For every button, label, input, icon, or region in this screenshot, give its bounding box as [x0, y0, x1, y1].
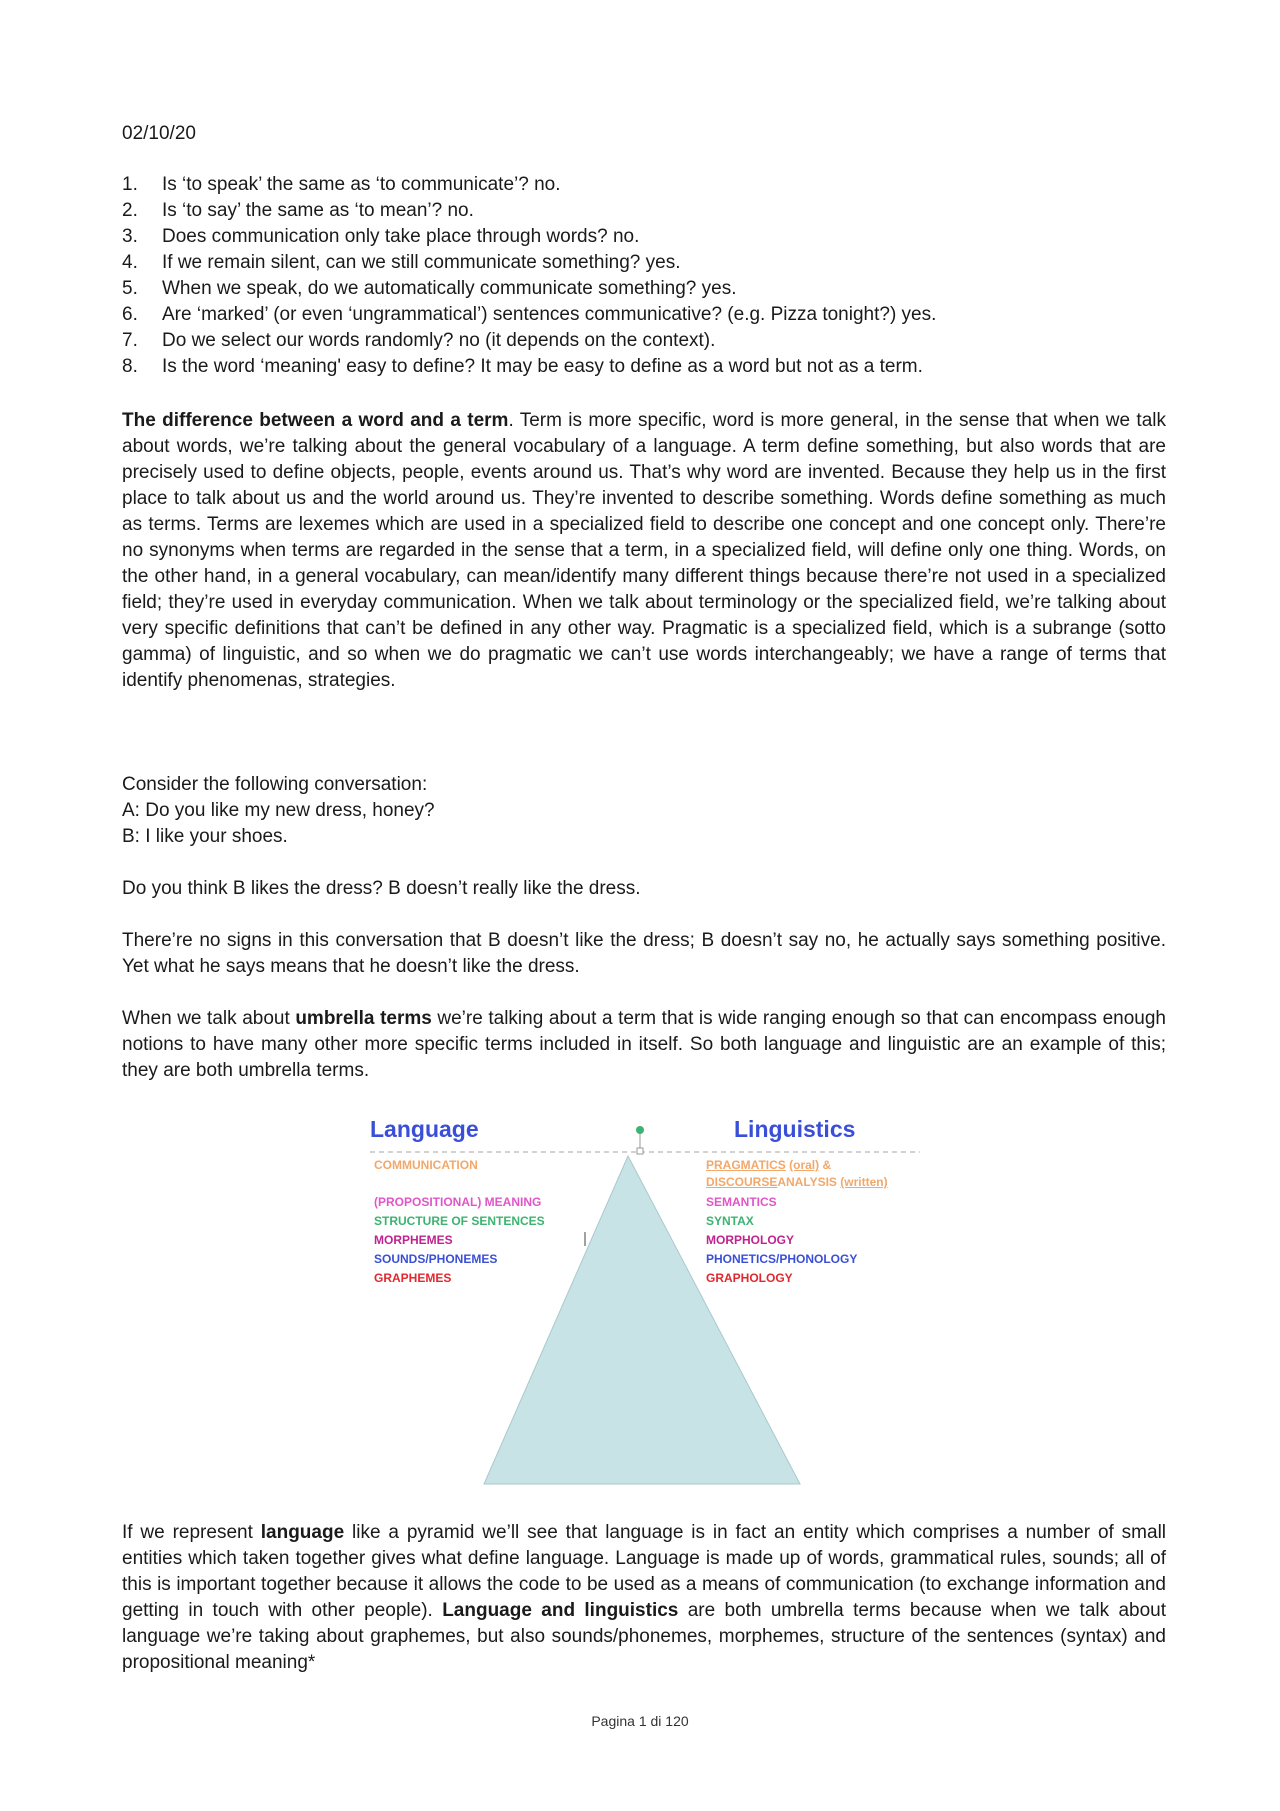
conversation-intro: Consider the following conversation: — [122, 774, 428, 795]
signs-paragraph: There’re no signs in this conversation that B doesn’t like the dress; B doesn’t say no, he actually says something positive. Yet what he says means that he doesn’t like the dress. — [122, 930, 1166, 977]
page-number: Pagina 1 di 120 — [591, 1713, 689, 1729]
label-syntax: SYNTAX — [706, 1214, 754, 1228]
list-item: 8. Is the word ‘meaning' easy to define? It may be easy to define as a word but not as a term. — [122, 356, 923, 377]
label-communication: COMMUNICATION — [374, 1158, 478, 1172]
figure-right-title: Linguistics — [734, 1116, 856, 1142]
date: 02/10/20 — [122, 123, 196, 144]
word-vs-term-paragraph: The difference between a word and a term. Term is more specific, word is more general, in the sense that when we talk about words, we’re talking about the general vocabulary of a language. A term define something, but also words that are precisely used to define objects, people, events around us. That’s why word are invented. Because they help us in the first place to talk about us and the world around us. They’re invented to describe something. Words define something as much as terms. Terms are lexemes which are used in a specialized field to describe one concept and one concept only. There’re no synonyms when terms are regarded in the sense that a term, in a specialized field, will define only one thing. Words, on the other hand, in a general vocabulary, can mean/identify many different things because there’re not used in a specialized field; they’re used in everyday communication. When we talk about terminology or the specialized field, we’re talking about very specific definitions that can’t be defined in any other way. Pragmatic is a specialized field, which is a subrange (sotto gamma) of linguistic, and so when we do pragmatic we can’t use words interchangeably; we have a range of terms that identify phenomenas, strategies. — [122, 410, 1166, 691]
question-list — [122, 172, 1166, 380]
list-item: 2. Is ‘to say’ the same as ‘to mean’? no. — [122, 200, 474, 221]
language-linguistics-pyramid — [370, 1112, 920, 1488]
label-semantics: SEMANTICS — [706, 1195, 777, 1209]
label-morphology: MORPHOLOGY — [706, 1233, 795, 1247]
pyramid-paragraph: If we represent language like a pyramid we’ll see that language is in fact an entity which comprises a number of small entities which taken together gives what define language. Language is made up of words, grammatical rules, sounds; all of this is important together because it allows the code to be used as a means of communication (to exchange information and getting in touch with other people). Language and linguistics are both umbrella terms because when we talk about language we’re taking about graphemes, but also sounds/phonemes, morphemes, structure of the sentences (syntax) and propositional meaning* — [122, 1522, 1167, 1673]
paragraph-heading: The difference between a word and a term — [122, 410, 509, 431]
list-item: 4. If we remain silent, can we still communicate something? yes. — [122, 252, 681, 273]
label-pragmatics-line: PRAGMATICS (oral) & — [706, 1158, 832, 1172]
list-item: 1. Is ‘to speak’ the same as ‘to communicate’? no. — [122, 174, 561, 195]
label-morphemes: MORPHEMES — [374, 1233, 453, 1247]
list-item: 6. Are ‘marked’ (or even ‘ungrammatical’) sentences communicative? (e.g. Pizza tonight?) yes. — [122, 304, 937, 325]
conversation — [122, 772, 1166, 850]
label-phonetics-phonology: PHONETICS/PHONOLOGY — [706, 1252, 858, 1266]
figure-left-title: Language — [370, 1116, 479, 1142]
list-item: 3. Does communication only take place through words? no. — [122, 226, 640, 247]
list-item: 5. When we speak, do we automatically communicate something? yes. — [122, 278, 737, 299]
conversation-line-a: A: Do you like my new dress, honey? — [122, 800, 435, 821]
label-discourse-line: DISCOURSEANALYSIS (written) — [706, 1175, 888, 1189]
list-item: 7. Do we select our words randomly? no (it depends on the context). — [122, 330, 716, 351]
umbrella-terms-paragraph: When we talk about umbrella terms we’re talking about a term that is wide ranging enough so that can encompass enough notions to have many other more specific terms included in itself. So both language and linguistic are an example of this; they are both umbrella terms. — [122, 1008, 1166, 1081]
label-propositional-meaning: (PROPOSITIONAL) MEANING — [374, 1195, 542, 1209]
label-graphology: GRAPHOLOGY — [706, 1271, 793, 1285]
label-graphemes: GRAPHEMES — [374, 1271, 452, 1285]
handle-square — [637, 1148, 643, 1154]
conversation-line-b: B: I like your shoes. — [122, 826, 288, 847]
label-structure-of-sentences: STRUCTURE OF SENTENCES — [374, 1214, 545, 1228]
label-sounds-phonemes: SOUNDS/PHONEMES — [374, 1252, 498, 1266]
question-b-paragraph: Do you think B likes the dress? B doesn’t really like the dress. — [122, 878, 641, 899]
handle-dot — [636, 1126, 644, 1134]
